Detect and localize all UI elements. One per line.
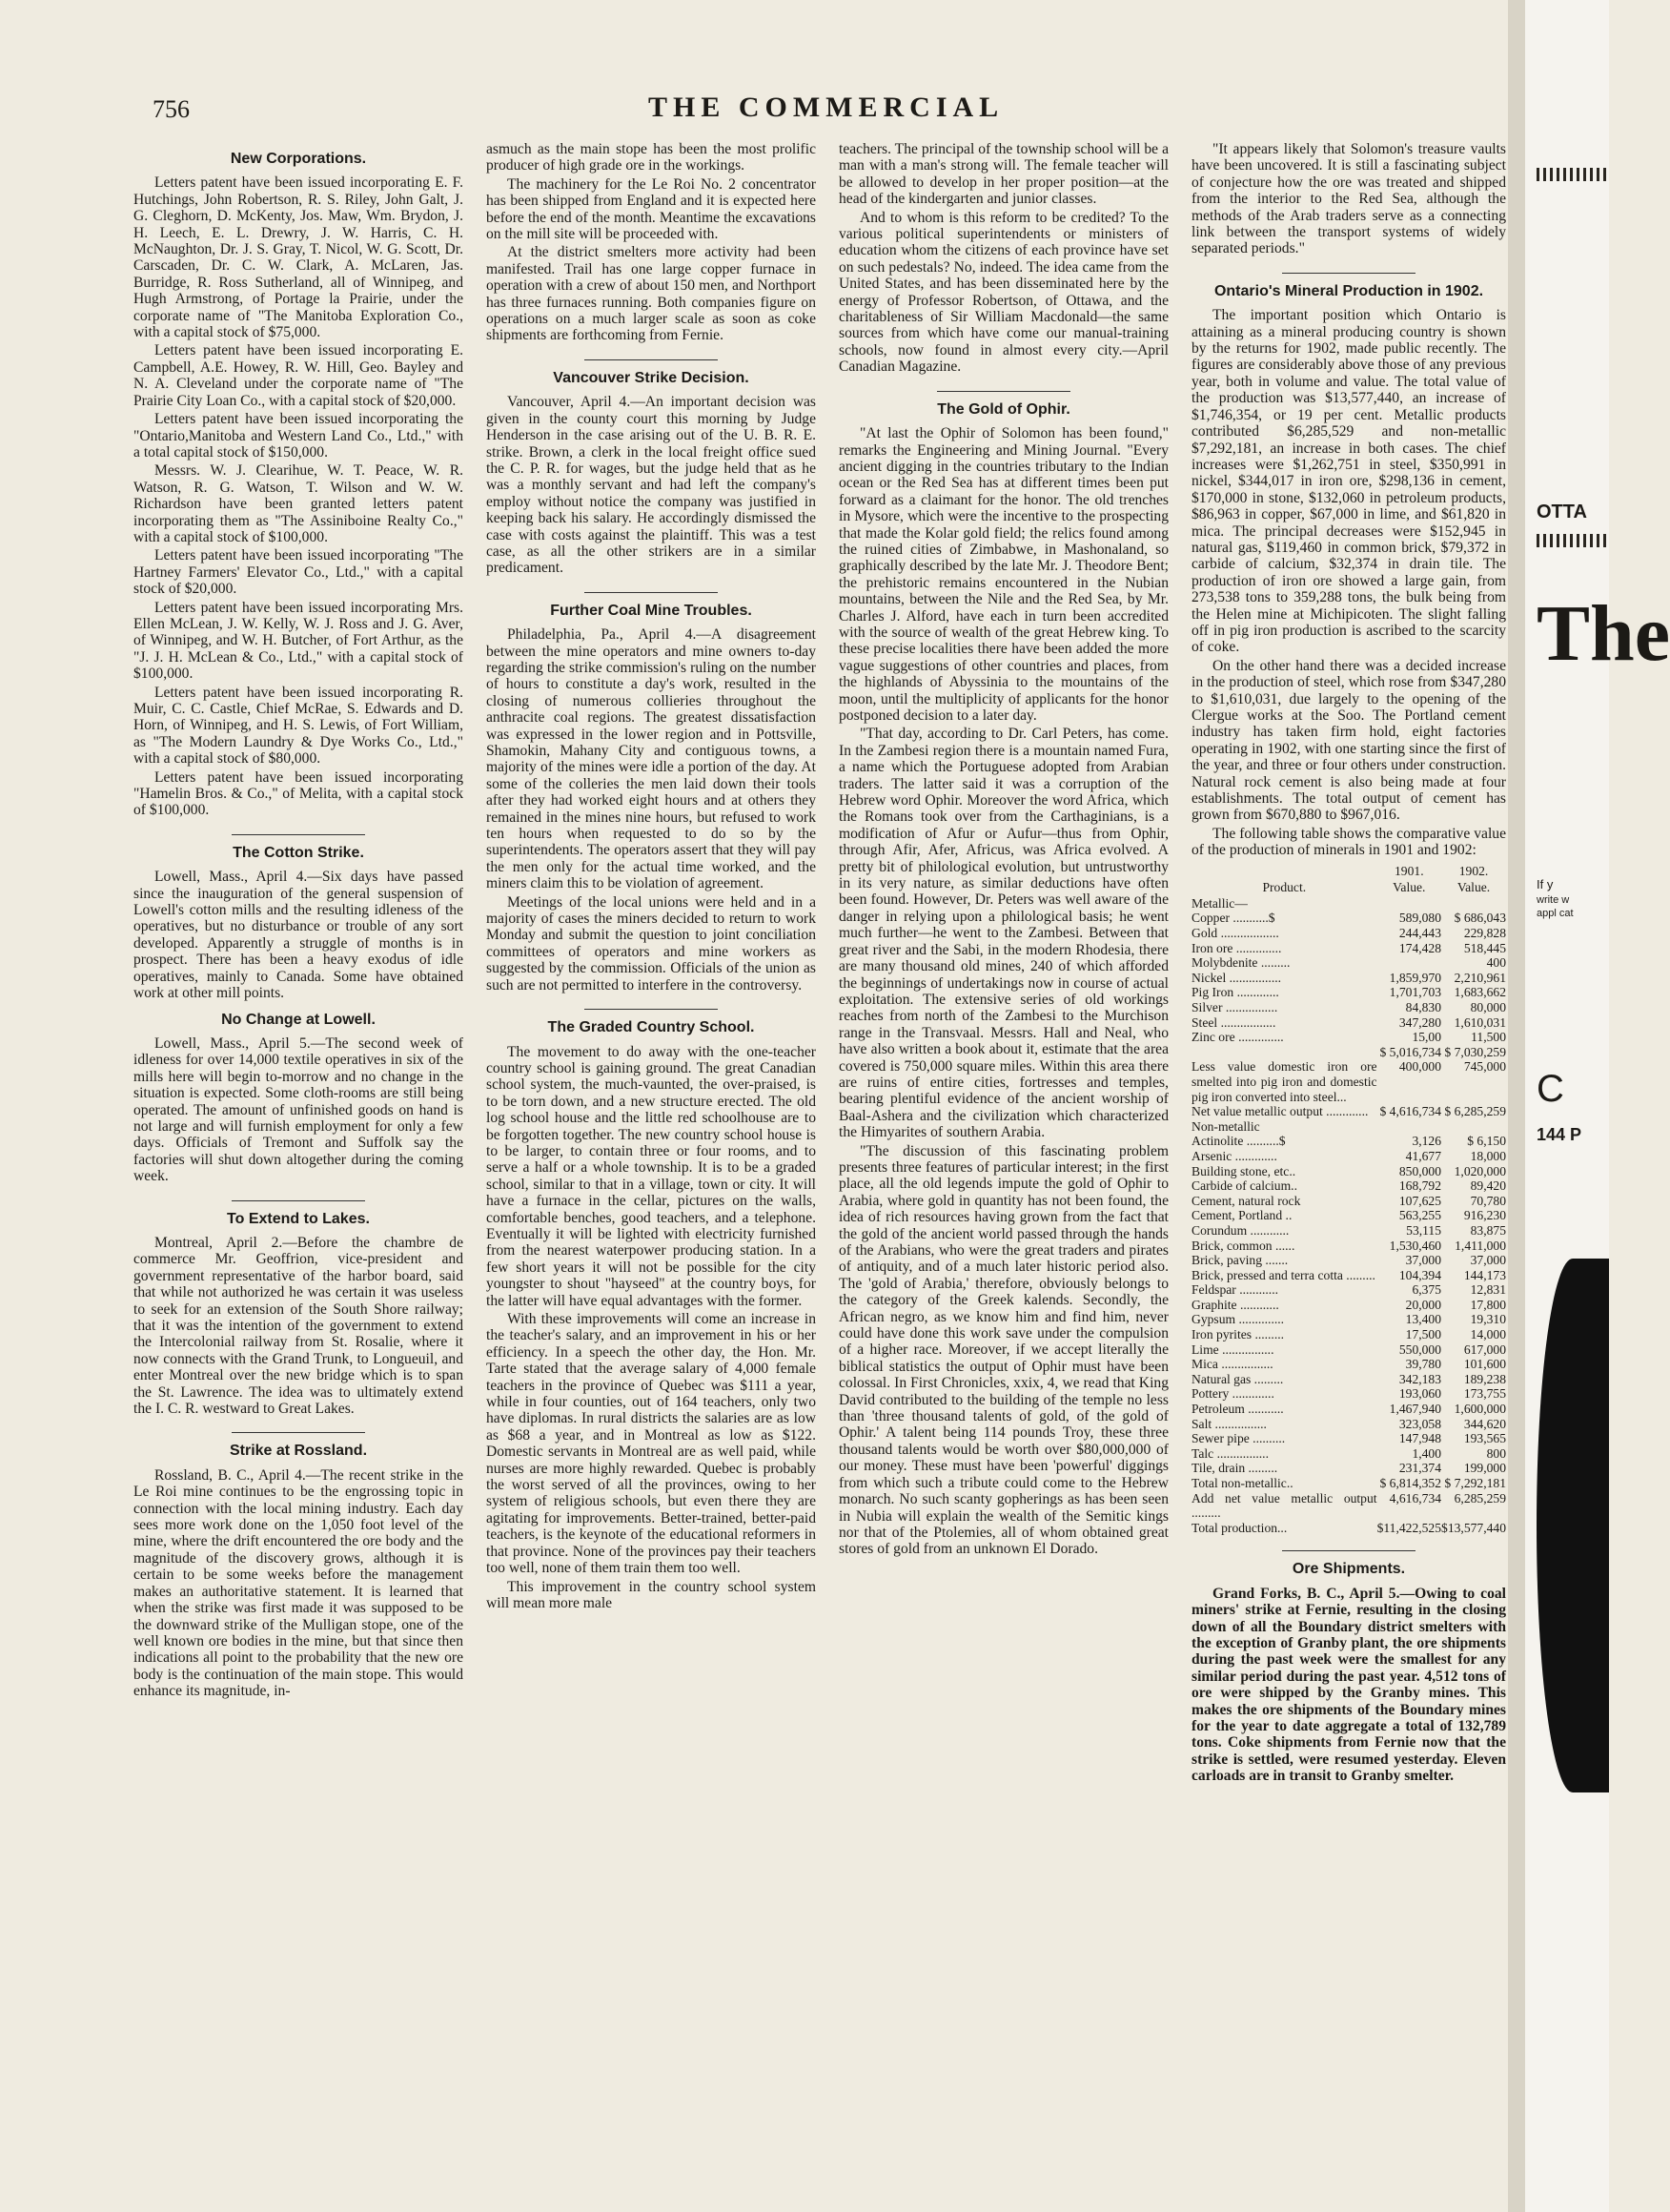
paragraph: Meetings of the local unions were held and in a majority of cases the miners decided to return to work Monday and submit the question to joint conciliation committees of operators and mine workers as suggested by the commission. Officials of the union as such are not permitted to interfere in the controversy. [486,893,816,993]
table-cell-1902: 518,445 [1463,940,1506,955]
table-cell-1902: 1,411,000 [1455,1238,1506,1253]
table-cell-1902: 12,831 [1470,1282,1506,1298]
table-cell-1902: 101,600 [1463,1357,1506,1372]
table-cell-product: Feldspar ............ [1191,1282,1278,1298]
table-cell-product: Cement, natural rock [1191,1193,1301,1208]
table-cell-product: Tile, drain ......... [1191,1461,1278,1476]
table-row [1191,1312,1506,1327]
table-header-1902: 1902. [1458,863,1489,878]
table-cell-1901: 174,428 [1398,940,1442,955]
paragraph: With these improvements will come an increase in the teacher's salary, and an improvement in his or her efficiency. In a speech the other day, the Hon. Mr. Tarte stated that the average salary of 4,000 female teachers in the province of Quebec was $111 a year, while in four counties, out of 164 teachers, only two have diplomas. In rural districts the salaries are as low as $68 a year, and in Montreal as low as $122. Domestic servants in Montreal are as well paid, while nurses are more highly rewarded. Quebec is probably the worst served of all the provinces, owing to her system of religious schools, but even there they are agitating for improvements. Better-trained, better-paid teachers, is the keynote of the educational reformers in that province. None of the provinces pay their teachers too well, none of them train them too well. [486,1311,816,1577]
paragraph: The machinery for the Le Roi No. 2 concentrator has been shipped from England and it is expected here before the end of the month. Meantime the excavations on the mill site will be proceeded with. [486,175,816,243]
table-row [1191,1178,1506,1194]
table-cell-1901: 53,115 [1406,1222,1442,1238]
table-cell-1902: 2,210,961 [1454,970,1506,985]
table-cell-1901: 37,000 [1405,1253,1442,1268]
table-cell-1902: 6,285,259 [1454,1490,1506,1505]
table-cell-1902: 617,000 [1463,1342,1506,1357]
table-cell-product: Graphite ............ [1191,1297,1279,1312]
paragraph: This improvement in the country school system will mean more male [486,1578,816,1611]
strip-text-c: C [1537,1068,1564,1110]
paragraph: The important position which Ontario is attaining as a mineral producing country is shown by the returns for 1902, made public recently. The figures are considerably above those of any previous year, both in volume and value. The total value of the production was $13,577,440, an increase of $1,746,354, or 19 per cent. Metallic products contributed $6,285,529 and non-metallic $7,292,181, an increase in both cases. The chief increases were $1,262,751 in steel, $350,991 in nickel, $344,017 in iron ore, $298,136 in cement, $170,000 in stone, $132,060 in petroleum products, $86,963 in copper, $67,000 in lime, and $61,820 in mica. The principal decreases were $152,945 in natural gas, $119,460 in common brick, $79,372 in carbide of calcium, $32,374 in drain tile. The production of iron ore showed a large gain, from 273,538 tons to 359,288 tons, the bulk being from the Helen mine at Michipicoten. The slight falling off in pig iron production is ascribed to the scarcity of coke. [1191,307,1506,656]
column-1 [133,141,463,1702]
table-cell-1902: 1,020,000 [1454,1163,1506,1178]
table-row [1191,926,1506,941]
table-row [1191,1223,1506,1239]
table-cell-product: Net value metallic output ............. [1191,1104,1369,1119]
table-cell-1901: 342,183 [1398,1371,1442,1386]
table-cell-product: Iron ore .............. [1191,940,1282,955]
table-cell-1902: $ 686,043 [1454,911,1506,926]
paragraph: teachers. The principal of the township school will be a man with a man's strong will. The female teacher will be allowed to develop in her proper position—at the head of the kindergarten and junior classes. [839,141,1169,208]
table-cell-product: Total production... [1191,1520,1288,1535]
headline-vancouver-strike: Vancouver Strike Decision. [553,369,749,386]
table-cell-1901: 3,126 [1412,1134,1442,1149]
table-cell-product: Brick, pressed and terra cotta ......... [1191,1267,1375,1282]
paragraph: Vancouver, April 4.—An important decision was given in the county court this morning by Judge Henderson in the case arising out of the U. B. R. E. strike. Brown, a clerk in the local freight office sued the C. P. R. for wages, but the judge held that as he was a monthly servant and had left the company's employ without notice the company was justified in keeping back his salary. He accordingly dismissed the case with costs against the plaintiff. This was a test case, as all the other strikers are in a similar predicament. [486,394,816,577]
strip-text-144: 144 P [1537,1125,1582,1144]
table-cell-product: Nickel ................ [1191,970,1282,985]
table-row [1191,985,1506,1000]
table-cell-1902: 14,000 [1470,1327,1506,1342]
table-cell-product: Copper ...........$ [1191,911,1275,926]
table-row [1191,1149,1506,1164]
table-cell-1902: 11,500 [1471,1030,1506,1045]
strip-text-small1: If y [1537,877,1554,891]
table-cell-1902: $ 6,150 [1467,1134,1506,1149]
table-row [1191,1239,1506,1254]
table-row [1191,1268,1506,1283]
table-cell-1902: 745,000 [1463,1059,1506,1075]
table-row [1191,1446,1506,1462]
table-cell-1901: 550,000 [1398,1342,1442,1357]
table-row [1191,1372,1506,1387]
table-cell-1902: 916,230 [1463,1208,1506,1223]
paragraph: On the other hand there was a decided increase in the production of steel, which rose from $347,280 to $1,610,031, due largely to the opening of the Clergue works at the Soo. The Portland cement industry has taken firm hold, eight factories operating in 1902, with one starting since the first of the year, and three or four others under construction. Natural rock cement is also being made at four establishments. The total output of cement has grown from $670,880 to $967,016. [1191,657,1506,824]
table-cell-product: Molybdenite ......... [1191,955,1291,971]
paragraph: "It appears likely that Solomon's treasure vaults have been uncovered. It is still a fascinating subject of conjecture how the ore was treated and shipped from the interior to the Red Sea, although the methods of the Arab traders serve as a connecting link between the transport systems of widely separated periods." [1191,141,1506,257]
table-cell-1902: 189,238 [1463,1371,1506,1386]
table-cell-product: Corundum ............ [1191,1222,1290,1238]
table-cell-1901: 563,255 [1398,1208,1442,1223]
table-cell-1902: 17,800 [1470,1297,1506,1312]
table-cell-1901: 347,280 [1398,1014,1442,1030]
strip-text-otta: OTTA [1537,502,1587,522]
table-cell-1902: 229,828 [1463,926,1506,941]
headline-ontario-mineral: Ontario's Mineral Production in 1902. [1213,282,1484,299]
table-cell-1901: 107,625 [1398,1193,1442,1208]
table-cell-1902: 70,780 [1470,1193,1506,1208]
table-row [1191,911,1506,926]
ornamental-border [1537,534,1609,547]
headline-ore-shipments: Ore Shipments. [1292,1561,1406,1578]
table-row [1191,1342,1506,1358]
table-cell-1901: 17,500 [1405,1327,1442,1342]
divider [584,1009,718,1010]
table-cell-1901: 41,677 [1405,1148,1442,1163]
table-cell-1902: 1,683,662 [1454,985,1506,1000]
table-cell-1901: 1,467,940 [1389,1402,1442,1417]
paragraph: Letters patent have been issued incorporating R. Muir, C. C. Castle, Chief McRae, S. Edwards and D. Horn, of Winnipeg, and H. S. Lewis, of Fort William, as "The Modern Laundry & Dye Works Co., Ltd.," with a capital stock of $80,000. [133,684,463,768]
table-cell-1902: 144,173 [1463,1267,1506,1282]
paragraph: Letters patent have been issued incorporating E. Campbell, A.E. Howey, R. W. Hill, Geo. Bayley and N. A. Cleveland under the corporate name of "The Prairie City Loan Co., with a capital stock of $20,000. [133,342,463,409]
table-row [1191,941,1506,956]
table-row-add [1191,1491,1506,1521]
table-cell-1902: $ 7,292,181 [1444,1476,1506,1490]
strip-text-small2: write w [1537,894,1570,906]
paragraph: Messrs. W. J. Clearihue, W. T. Peace, W. R. Watson, R. G. Watson, T. Wilson and W. W. Richardson have been granted letters patent incorporating them as "The Assiniboine Realty Co.," with a capital stock of $100,000. [133,462,463,545]
table-cell-1902: $ 6,285,259 [1444,1104,1506,1119]
table-cell-product: Pottery ............. [1191,1386,1274,1402]
divider [584,592,718,593]
paragraph: Lowell, Mass., April 4.—Six days have passed since the inauguration of the general suspension of Lowell's cotton mills and the resulting idleness of the operatives, but no disturbance or trouble of any sort developed. Apparently a struggle of months is in prospect. There has been a heavy exodus of idle operatives, mainly to Canada. Some have obtained work at other mill points. [133,869,463,1002]
table-cell-1901: 84,830 [1405,1000,1442,1014]
table-cell-1902: 1,600,000 [1454,1402,1506,1417]
strip-dark-image [1537,1259,1609,1792]
table-cell-product: Salt ................ [1191,1416,1267,1431]
paragraph: The following table shows the comparative value of the production of minerals in 1901 and 1902: [1191,825,1506,859]
table-cell-1901: 1,530,460 [1389,1238,1442,1253]
table-cell-product: Add net value metallic output ......... [1191,1490,1377,1521]
table-cell-1902: 37,000 [1470,1253,1506,1268]
table-cell-product: Zinc ore .............. [1191,1030,1284,1045]
table-cell-1901: 589,080 [1398,911,1442,926]
table-cell-1901: 168,792 [1398,1178,1442,1194]
table-cell-product: Less value domestic iron ore smelted into pig iron and domestic pig iron converted into steel... [1191,1059,1377,1104]
divider [232,1200,365,1201]
table-cell-1902: 83,875 [1470,1222,1506,1238]
strip-text-the: The [1537,589,1670,678]
table-cell-1901: 1,400 [1412,1445,1442,1461]
table-header-1901: 1901. [1395,863,1424,878]
masthead: THE COMMERCIAL [648,92,1005,123]
table-cell-1902: $ 7,030,259 [1444,1044,1506,1059]
table-cell-1901: 400,000 [1398,1059,1442,1075]
table-cell-product: Brick, common ...... [1191,1238,1295,1253]
table-cell-product: Carbide of calcium.. [1191,1178,1297,1194]
paragraph: Montreal, April 2.—Before the chambre de commerce Mr. Geoffrion, vice-president and government representative of the harbor board, said that while not authorized he was certain it was useless to seek for an extension of the South Shore railway; that it was the intention of the government to extend the Intercolonial railway from St. Rosalie, where it now connects with the Grand Trunk, to Longueuil, and enter Montreal over the new bridge which is to span the St. Lawrence. The idea was to ultimately extend the I. C. R. westward to Great Lakes. [133,1234,463,1418]
column-2 [486,141,816,1613]
binding-gutter [1508,0,1525,2212]
table-row [1191,1327,1506,1342]
paragraph: Grand Forks, B. C., April 5.—Owing to coal miners' strike at Fernie, resulting in the closing down of all the Boundary district smelters with the exception of Granby plant, the ore shipments during the past week were the smallest for any similar period during the past year. 4,512 tons of ore were shipped by the Granby mines. This makes the ore shipments of the Boundary mines for the year to date aggregate a total of 132,789 tons. Coke shipments from Fernie now that the strike is settled, were resumed yesterday. Eleven carloads are in transit to Granby smelter. [1191,1585,1506,1785]
column-3 [839,141,1169,1560]
table-cell-product [1191,1045,1377,1060]
table-row [1191,971,1506,986]
table-row [1191,1461,1506,1476]
table-row [1191,1164,1506,1179]
table-cell-1901: 1,859,970 [1389,970,1442,985]
table-cell-product: Silver ................ [1191,1000,1278,1014]
divider [232,1432,365,1433]
table-cell-product: Mica ................ [1191,1357,1273,1372]
table-cell-product: Talc ................ [1191,1445,1269,1461]
table-section-row [1191,1119,1506,1135]
table-cell-1902: 80,000 [1470,1000,1506,1014]
table-cell-1902: 193,565 [1463,1431,1506,1446]
table-row [1191,1194,1506,1209]
table-cell-1901: 850,000 [1398,1163,1442,1178]
table-row-less [1191,1059,1506,1104]
table-cell-1901: 39,780 [1405,1357,1442,1372]
table-row [1191,1134,1506,1149]
table-row [1191,1208,1506,1223]
table-row [1191,1431,1506,1446]
table-row-total-nonmetallic [1191,1476,1506,1491]
paragraph: Letters patent have been issued incorporating "The Hartney Farmers' Elevator Co., Ltd.," with a capital stock of $20,000. [133,547,463,598]
table-row [1191,1298,1506,1313]
table-cell-1901: 13,400 [1405,1312,1442,1327]
table-cell-1901: 6,375 [1412,1282,1442,1298]
paragraph: "The discussion of this fascinating problem presents three features of particular interest; in the first place, all the old legends impute the gold of Ophir to Arabia, where gold in quantity has not been found, the idea of rich resources having grown from the fact that the gold of the ancient world passed through the hands of the Arabians, who were the great traders and pirates of antiquity, and of a much later historic period also. The 'gold of Arabia,' therefore, obviously belongs to the category of the Greek kalends. Secondly, the African negro, as we know him and find him, never could have done this work save under the compulsion of a higher race. Moreover, if we accept literally the biblical statistics the output of Ophir must have been colossal. In First Chronicles, xxix, 4, we read that King David contributed to the building of the temple no less than 'three thousand talents of gold, of the gold of Ophir.' A talent being 114 pounds Troy, these three thousand talents would be worth over $80,000,000 of our money. These must have been 'powerful' diggings from which such a tribute could come to the Hebrew monarch. No such scanty gopherings as has been seen in Nubia will explain the wealth of the Semitic kings nor that of the Ptolemies, all of whom obtained great stores of gold from an unknown El Dorado. [839,1142,1169,1558]
divider [1282,1550,1415,1551]
paragraph: Letters patent have been issued incorporating the "Ontario,Manitoba and Western Land Co., Ltd.," with a total capital stock of $150,000. [133,411,463,461]
table-row [1191,1282,1506,1298]
table-cell-product: Gold .................. [1191,926,1279,941]
table-cell-product: Total non-metallic.. [1191,1476,1293,1490]
table-cell-product: Cement, Portland .. [1191,1208,1293,1223]
headline-coal-mine: Further Coal Mine Troubles. [550,602,752,619]
table-section-label: Metallic— [1191,895,1248,911]
paragraph: The movement to do away with the one-teacher country school is gaining ground. The great Canadian school system, the much-vaunted, the over-praised, is to be torn down, and a new structure erected. The old log school house and the little red schoolhouse are to be forgotten together. The new country school house is to be larger, to contain three or four rooms, and to serve a half or a whole township. It is to be a graded school, similar to that in a village, town or city. It will have a furnace in the cellar, pictures on the walls, comfortable benches, good teachers, and a telephone. Eventually it will be lighted with electricity furnished from the nearest waterpower producing station. In a few short years it will not be possible for the city youngster to shout "hayseed" at the country boys, for the latter will have equal advantages with the former. [486,1043,816,1309]
table-header-value: Value. [1393,880,1426,895]
table-cell-1901: 15,00 [1412,1030,1442,1045]
table-cell-product: Steel ................. [1191,1014,1276,1030]
table-cell-1902: 800 [1486,1445,1506,1461]
divider [937,391,1070,392]
paragraph: Philadelphia, Pa., April 4.—A disagreement between the mine operators and mine owners to-day regarding the strike commission's ruling on the number of hours to constitute a day's work, resulted in the closing of numerous collieries throughout the anthracite coal regions. The greatest dissatisfaction was expressed in the lower region and in Pottsville, Shamokin, Mahany City and contiguous towns, a majority of the mines were idle a portion of the day. At some of the colleries the men laid down their tools after they had worked eight hours and at others they remained in the mines nine hours, but refused to work ten hours when requested to do so by the superintendents. The operators assert that they will pay the men only for the actual time worked, and the miners claim this to be violation of agreement. [486,626,816,892]
table-cell-1902: $13,577,440 [1441,1520,1506,1535]
table-cell-1901: $11,422,525 [1376,1520,1442,1535]
table-header-product: Product. [1262,880,1307,895]
table-cell-1901: $ 4,616,734 [1379,1104,1442,1119]
table-cell-1902: 344,620 [1463,1416,1506,1431]
column-4 [1191,141,1506,1787]
paragraph: And to whom is this reform to be credited? To the various political superintendents or ministers of education whom the citizens of each province have set on such pedestals? No, indeed. The idea came from the United States, and has been disseminated here by the energy of Professor Robertson, of Ottawa, and the charitableness of Sir William Macdonald—the same sources from which have come our manual-training schools, now found in almost every city.—April Canadian Magazine. [839,209,1169,376]
headline-cotton-strike: The Cotton Strike. [233,844,364,861]
page-number: 756 [153,95,190,123]
headline-extend-lakes: To Extend to Lakes. [227,1210,370,1227]
ornamental-border [1537,168,1609,181]
headline-gold-ophir: The Gold of Ophir. [937,400,1070,418]
table-cell-product: Gypsum .............. [1191,1312,1285,1327]
divider [584,359,718,360]
table-cell-1901: 104,394 [1398,1267,1442,1282]
table-cell-1901: $ 6,814,352 [1379,1476,1442,1490]
mineral-production-table [1191,863,1506,1536]
table-header-value: Value. [1456,880,1491,895]
headline-no-change-lowell: No Change at Lowell. [221,1011,376,1028]
table-row [1191,1030,1506,1045]
headline-new-corporations: New Corporations. [230,151,367,167]
table-cell-1901: 244,443 [1398,926,1442,941]
table-section-label: Non-metallic [1191,1118,1260,1134]
table-cell-1902: 199,000 [1463,1461,1506,1476]
table-cell-product: Building stone, etc.. [1191,1163,1296,1178]
divider [232,834,365,835]
paragraph: Letters patent have been issued incorporating "Hamelin Bros. & Co.," of Melita, with a capital stock of $100,000. [133,768,463,819]
table-cell-1901: 1,701,703 [1389,985,1442,1000]
table-cell-product: Petroleum ........... [1191,1402,1284,1417]
table-row [1191,1015,1506,1031]
table-cell-product: Arsenic ............. [1191,1148,1277,1163]
table-row [1191,1386,1506,1402]
table-cell-product: Sewer pipe .......... [1191,1431,1286,1446]
table-cell-1901: 4,616,734 [1389,1490,1442,1505]
table-cell-1902: 89,420 [1470,1178,1506,1194]
table-row [1191,1357,1506,1372]
table-cell-1901: 20,000 [1405,1297,1442,1312]
paragraph: Lowell, Mass., April 5.—The second week of idleness for over 14,000 textile operatives in six of the mills here will begin to-morrow and no change in the situation is expected. Some cloth-rooms are still being operated. The amount of unfinished goods on hand is not large and will furnish employment for only a few days. Officials of Tremont and Suffolk say the factories will shut down altogether during the coming week. [133,1034,463,1185]
table-row-subtotal [1191,1045,1506,1060]
paragraph: "That day, according to Dr. Carl Peters, has come. In the Zambesi region there is a mountain named Fura, a name which the Portuguese adopted from Arabian traders. The latter said it was a corruption of the Hebrew word Ophir. Moreover the word Africa, which the Romans took over from the Carthaginians, is a modification of Afur or Aufur—thus from Ophir, through Afir, Afer, Africus, was Africa evolved. A pretty bit of philological evolution, but untrustworthy in its very nature, as similar deductions have often been found. However, Dr. Peters was well aware of the danger in relying upon a philological basis; he went much further—he went to the Zambesi. Between that great river and the Sabi, in the modern Rhodesia, there are many thousand old mines, 240 of which afforded the beginnings of undertakings now in course of actual exploitation. The extensive series of old workings reaches from north of the Zambesi to the Murchison range in the Transvaal. Messrs. Hall and Neal, who have also written a book about it, estimate that the area covered is 750,000 square miles. Within this area there are ruins of entire cities, fortresses and temples, bearing plentiful evidence of the ancient worship of Baal-Ashera and the civilization which characterized the Himyarites of southern Arabia. [839,726,1169,1141]
table-cell-1902: 173,755 [1463,1386,1506,1402]
headline-graded-school: The Graded Country School. [547,1019,755,1036]
table-cell-1901: 193,060 [1398,1386,1442,1402]
table-cell-1902: 1,610,031 [1454,1014,1506,1030]
paragraph: asmuch as the main stope has been the most prolific producer of high grade ore in the workings. [486,141,816,174]
divider [1282,273,1415,274]
table-row [1191,1417,1506,1432]
table-cell-product: Brick, paving ....... [1191,1253,1289,1268]
table-cell-1901: 147,948 [1398,1431,1442,1446]
paragraph: At the district smelters more activity had been manifested. Trail has one large copper furnace in operation with a crew of about 150 men, and Northport has three furnaces running. Both companies figure on operations on a much larger scale as soon as coke shipments are forthcoming from Fernie. [486,244,816,344]
paragraph: "At last the Ophir of Solomon has been found," remarks the Engineering and Mining Journal. "Every ancient digging in the countries tributary to the Indian ocean or the Red Sea has at different times been put forward as a claimant for the honor. The old trenches in Mysore, which were the incentive to the prospecting that made the Kolar gold field; the relics found among the ruined cities of Zimbabwe, in Mashonaland, so graphically described by the late Mr. J. Theodore Bent; the prehistoric remains encountered in the Nubian mountains, between the Nile and the Red Sea, by Mr. Charles J. Alford, have each in turn been accredited with the source of wealth of the great Hebrew king. To these precise localities there have been added the more vague suggestions of other countries and places, from the highlands of Abyssinia to the mountains of the moon, until the multiplicity of applicants for the honor postponed decision to a later day. [839,425,1169,724]
strip-text-small3: appl cat [1537,908,1574,919]
table-cell-1902: 19,310 [1470,1312,1506,1327]
headline-strike-rossland: Strike at Rossland. [229,1443,368,1460]
table-row [1191,1402,1506,1417]
table-cell-product: Natural gas ......... [1191,1371,1284,1386]
table-cell-1902: 400 [1486,955,1506,971]
paragraph: Letters patent have been issued incorporating E. F. Hutchings, John Robertson, R. S. Riley, John Galt, J. G. Cleghorn, D. McKenty, Jos. Maw, Wm. Brydon, J. H. Leech, E. L. Drewry, J. W. Harris, C. H. McNaughton, Dr. J. S. Gray, T. Nicol, W. G. Scott, Dr. Carscaden, Dr. C. W. Clark, A. McLaren, Jas. Burridge, R. Ross Sutherland, all of Winnipeg, and Hugh Armstrong, of Portage la Prairie, under the corporate name of "The Manitoba Exploration Co., with a capital stock of $75,000. [133,174,463,341]
table-cell-1901: 323,058 [1398,1416,1442,1431]
table-cell-1902: 18,000 [1470,1148,1506,1163]
table-cell-product: Lime ................ [1191,1342,1274,1357]
table-cell-product: Pig Iron ............. [1191,985,1279,1000]
table-cell-1901: $ 5,016,734 [1379,1044,1442,1059]
table-row [1191,955,1506,971]
table-row-net-metallic [1191,1104,1506,1119]
table-cell-product: Iron pyrites ......... [1191,1327,1285,1342]
table-row-total [1191,1521,1506,1536]
table-row [1191,1253,1506,1268]
table-cell-product: Actinolite ..........$ [1191,1134,1286,1149]
paragraph: Letters patent have been issued incorporating Mrs. Ellen McLean, J. W. Kelly, W. J. Ross and J. G. Aver, of Winnipeg, and W. H. Butcher, of Fort Arthur, as the "J. J. H. McLean & Co., Ltd.," with a capital stock of $100,000. [133,599,463,683]
table-cell-1901: 231,374 [1398,1461,1442,1476]
paragraph: Rossland, B. C., April 4.—The recent strike in the Le Roi mine continues to be the engrossing topic in connection with the local mining industry. Each day sees more work done on the 1,050 foot level of the mine, where the drift encountered the ore body and the magnitude of the discovery grows, although it is certain to be some weeks before the management makes an authoritative statement. It is learned that when the strike was first made it was supposed to be the downward strike of the Mulligan stope, one of the well known ore bodies in the mine, but that since then indications all point to the probability that the new ore body is the continuation of the main stope. This would enhance its magnitude, in- [133,1466,463,1700]
table-cell-1901 [1377,955,1441,971]
table-row [1191,1000,1506,1015]
